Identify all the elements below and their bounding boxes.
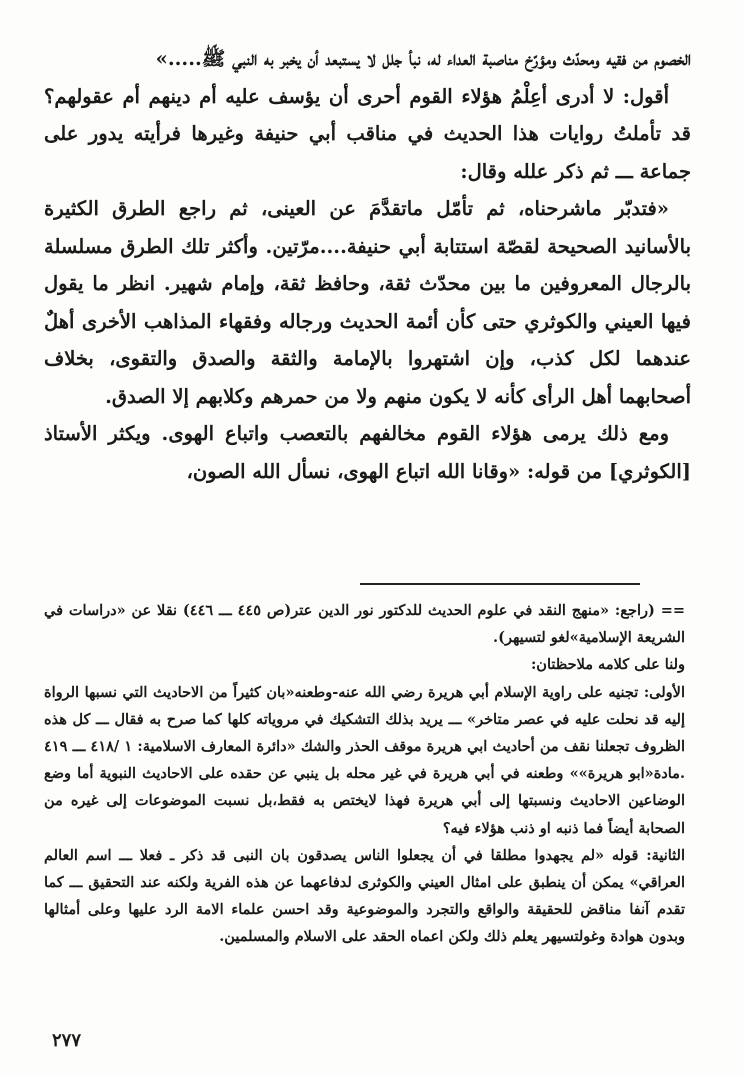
footnote-remark-first-label: الأولى:: [643, 683, 685, 701]
footnotes-section: [44, 597, 685, 951]
main-paragraph-1: الخصوم من فقيه ومحدّث ومؤرّخ مناصبة العداء له، نبأ جلل لا يستبعد أن يخبر به النبي ﷺ.....»: [155, 47, 691, 70]
footnote-remarks-intro: ولنا على كلامه ملاحظتان:: [530, 656, 685, 674]
footnote-reference: == (راجع: «منهج النقد في علوم الحديث للدكتور نور الدين عتر(ص ٤٤٥ ـــ ٤٤٦) نقلا عن «دراسات في الشريعة الإسلامية»لغو لتسيهر).: [44, 602, 685, 647]
footnote-separator-rule: [360, 583, 640, 585]
footnote-remark-first: [44, 679, 685, 842]
page-number: ٢٧٧: [52, 1030, 82, 1051]
footnote-remark-second-text: قوله «لم يجهدوا مطلقا في أن يجعلوا الناس يصدقون بان النبى قد ذكر ـ فعلا ـــ اسم العالم العراقي» يمكن أن ينطبق على امثال العيني والكوثرى لدفاعهما عن هذه الفرية ولكنه عند التحقيق ـــ كما تقدم آنفا مناقض للحقيقة والواقع والتجرد والموضوعية وقد احسن علماء الامة الرد عليها وعلى أمثالها وبدون هوادة وغولتسيهر يعلم ذلك ولكن اعماه الحقد على الاسلام والمسلمين.: [44, 846, 685, 946]
footnote-remark-second: [44, 842, 685, 951]
main-text-body: [44, 40, 691, 490]
main-paragraph-4: ومع ذلك يرمى هؤلاء القوم مخالفهم بالتعصب واتباع الهوى. ويكثر الأستاذ [الكوثري] من قوله: «وقانا الله اتباع الهوى، نسأل الله الصون،: [44, 422, 691, 483]
main-paragraph-3: «فتدبّر ماشرحناه، ثم تأمّل ماتقدَّمَ عن العينى، ثم راجع الطرق الكثيرة بالأسانيد الصحيحة لقصّة استتابة أبي حنيفة....مرّتين. وأكثر تلك الطرق مسلسلة بالرجال المعروفين ما بين محدّث ثقة، وحافظ ثقة، وإمام شهير. انظر ما يقول فيها العيني والكوثري حتى كأن أئمة الحديث ورجاله وفقهاء المذاهب الأخرى أهلٌ عندهما لكل كذب، وإن اشتهروا بالإمامة والثقة والصدق والتقوى، بخلاف أصحابهما أهل الرأى كأنه لا يكون منهم ولا من حمرهم وكلابهم إلا الصدق.: [44, 197, 691, 408]
footnote-remark-second-label: الثانية:: [646, 846, 685, 864]
footnote-remark-first-text: تجنيه على راوية الإسلام أبي هريرة رضي الله عنه-وطعنه«بان كثيراً من الاحاديث التي نسبها الرواة إليه قد نحلت عليه في عصر متاخر» ـــ يريد بذلك التشكيك في مروياته كلها كما صرح به فقال ـــ كل هذه الظروف تجعلنا نقف من أحاديث ابي هريرة موقف الحذر والشك «دائرة المعارف الاسلامية: ١ /٤١٨ ـــ ٤١٩ .مادة«ابو هريرة»» وطعنه في أبي هريرة في غير محله بل ينبي عن حقده على الاحاديث النبوية أما وضع الوضاعين الاحاديث ونسبتها إلى أبي هريرة فهذا لايختص به فقط،بل نسبت الموضوعات إلى غيره من الصحابة أيضاً فما ذنبه او ذنب هؤلاء فيه؟: [44, 683, 685, 837]
main-paragraph-2: أقول: لا أدرى أعِلْمُ هؤلاء القوم أحرى أن يؤسف عليه أم دينهم أم عقولهم؟ قد تأملتُ روايات هذا الحديث في مناقب أبي حنيفة وغيرها فرأيته يدور على جماعة ـــ ثم ذكر علله وقال:: [44, 84, 691, 183]
